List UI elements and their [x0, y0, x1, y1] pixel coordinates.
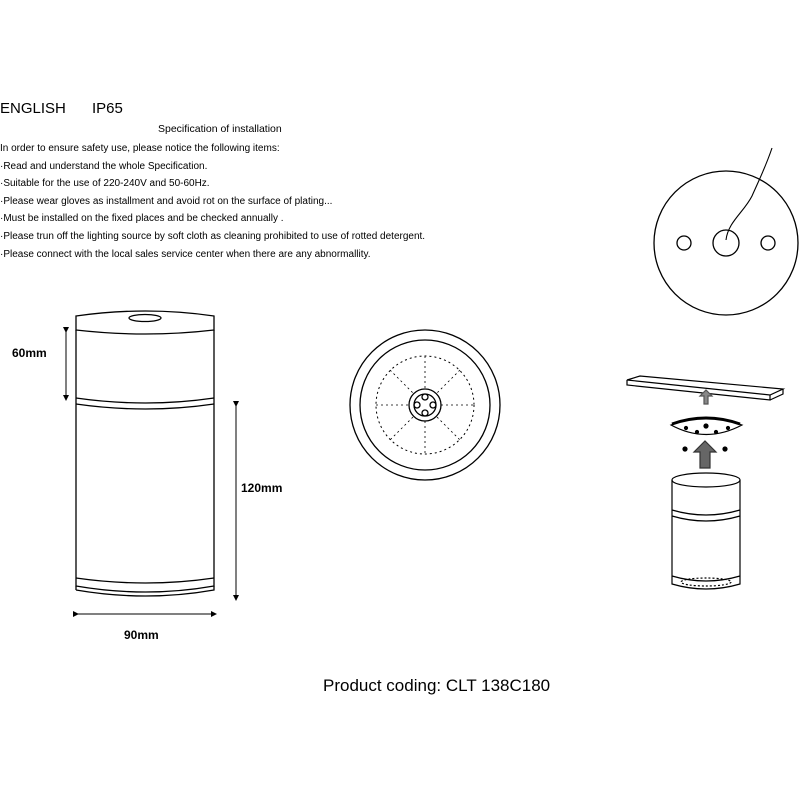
language-label: ENGLISH	[0, 100, 66, 117]
ip-rating-label: IP65	[92, 100, 123, 117]
instruction-item: ·Please trun off the lighting source by soft cloth as cleaning prohibited to use of rotted detergent.	[0, 230, 426, 242]
instruction-item: ·Read and understand the whole Specification.	[0, 160, 208, 172]
cylinder-side-view	[76, 311, 214, 596]
mounting-plate-view	[654, 148, 798, 315]
dimension-top-height: 60mm	[12, 346, 47, 360]
instruction-item: ·Please connect with the local sales service center when there are any abnormallity.	[0, 248, 371, 260]
dimension-width: 90mm	[124, 628, 159, 642]
instruction-intro: In order to ensure safety use, please notice the following items:	[0, 143, 280, 154]
instruction-item: ·Please wear gloves as installment and avoid rot on the surface of plating...	[0, 195, 333, 207]
cylinder-bottom-view	[350, 330, 500, 480]
instruction-item: ·Suitable for the use of 220-240V and 50-60Hz.	[0, 178, 210, 190]
dimension-body-height: 120mm	[241, 481, 283, 495]
installation-exploded-view	[627, 376, 783, 589]
product-coding: Product coding: CLT 138C180	[323, 676, 551, 695]
instruction-item: ·Must be installed on the fixed places and be checked annually .	[0, 213, 284, 225]
spec-title: Specification of installation	[158, 123, 282, 135]
dimension-lines	[66, 330, 236, 614]
